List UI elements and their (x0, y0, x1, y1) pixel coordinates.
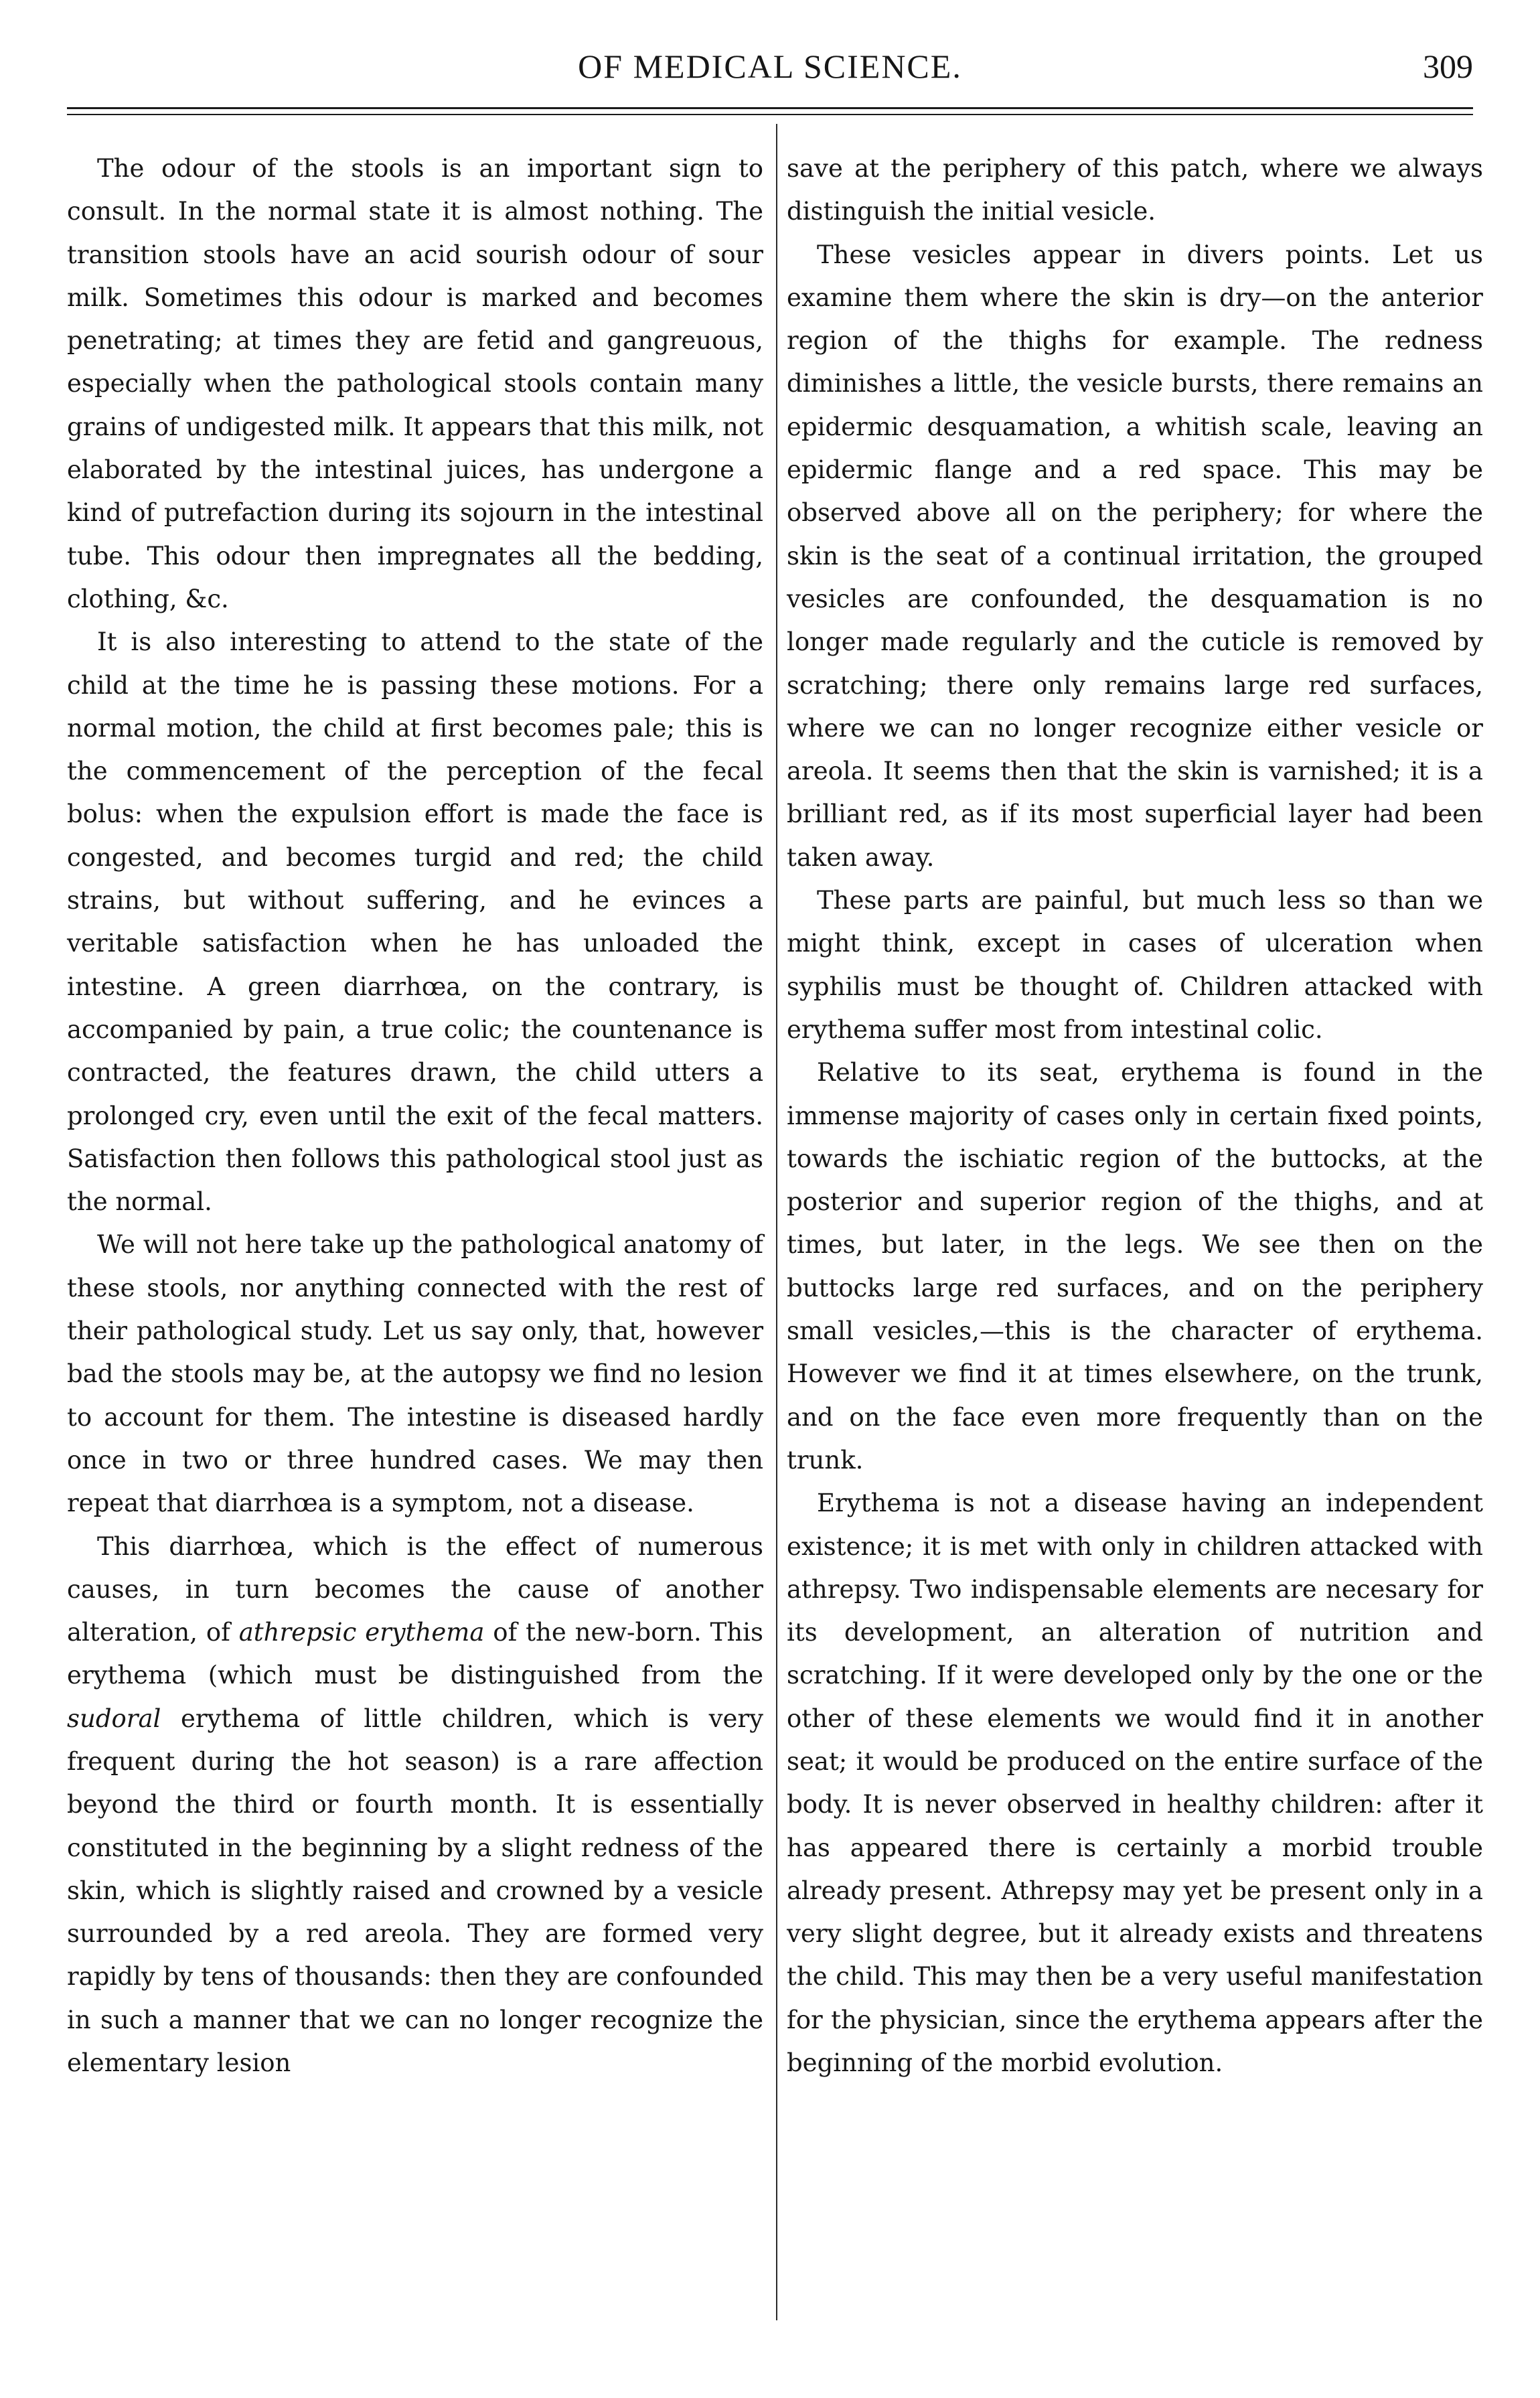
right-column (787, 147, 1483, 2085)
page-number: 309 (1423, 48, 1473, 85)
paragraph-text: These vesicles appear in divers points. Let us examine them where the skin is dry—on the anterior region of the thighs for example. The redness diminishes a little, the vesicle bursts, there remains an epidermic desquamation, a whitish scale, leaving an epidermic flange and a red space. This may be observed above all on the periphery; for where the skin is the seat of a continual irritation, the grouped vesicles are confounded, the desquamation is no longer made regularly and the cuticle is removed by scratching; there only remains large red surfaces, where we can no longer recognize either vesicle or areola. It seems then that the skin is varnished; it is a brilliant red, as if its most superficial layer had been taken away. (787, 240, 1483, 872)
header-rule-thick (67, 107, 1473, 109)
paragraph-text: The odour of the stools is an important sign to consult. In the normal state it is almost nothing. The transition stools have an acid sourish odour of sour milk. Sometimes this odour is marked and becomes penetrating; at times they are fetid and gangreuous, especially when the pathological stools contain many grains of undigested milk. It appears that this milk, not elaborated by the intestinal juices, has undergone a kind of putrefaction during its sojourn in the intestinal tube. This odour then impregnates all the bedding, clothing, &c. (67, 154, 763, 613)
paragraph-text: This diarrhœa, which is the effect of numerous causes, in turn becomes the cause of another alteration, of (67, 1531, 763, 1647)
italic-term: athrepsic erythema (238, 1618, 485, 1647)
paragraph-text: erythema of little children, which is very frequent during the hot season) is a rare affection beyond the third or fourth month. It is essentially constituted in the beginning by a slight redness of the skin, which is slightly raised and crowned by a vesicle surrounded by a red areola. They are formed very rapidly by tens of thousands: then they are confounded in such a manner that we can no longer recognize the elementary lesion (67, 1704, 763, 2078)
italic-term: sudoral (67, 1704, 161, 1733)
paragraph-text: We will not here take up the pathological anatomy of these stools, nor anything connected with the rest of their pathological study. Let us say only, that, however bad the stools may be, at the autopsy we find no lesion to account for them. The intestine is diseased hardly once in two or three hundred cases. We may then repeat that diarrhœa is a symptom, not a disease. (67, 1230, 763, 1518)
paragraph-text: Erythema is not a disease having an independent existence; it is met with only in children attacked with athrepsy. Two indispensable elements are necesary for its development, an alteration of nutrition and scratching. If it were developed only by the one or the other of these elements we would find it in another seat; it would be produced on the entire surface of the body. It is never observed in healthy children: after it has appeared there is certainly a morbid trouble already present. Athrepsy may yet be present only in a very slight degree, but it already exists and threatens the child. This may then be a very useful manifestation for the physician, since the erythema appears after the beginning of the morbid evolution. (787, 1489, 1483, 2078)
running-title: OF MEDICAL SCIENCE. (578, 48, 962, 85)
running-head (67, 47, 1473, 94)
paragraph-text: save at the periphery of this patch, where we always distinguish the initial vesicle. (787, 154, 1483, 226)
paragraph-motions (67, 621, 763, 1223)
paragraph-athrepsic-erythema (67, 1525, 763, 2085)
paragraph-vesicles (787, 234, 1483, 879)
paragraph-odour (67, 147, 763, 621)
paragraph-painful-parts (787, 879, 1483, 1051)
left-column (67, 147, 763, 2085)
column-divider (776, 124, 777, 2320)
paragraph-text: of the new-born. This erythema (which must be distinguished from the (67, 1618, 764, 1690)
paragraph-text: It is also interesting to attend to the state of the child at the time he is passing these motions. For a normal motion, the child at first becomes pale; this is the commencement of the perception of the fecal bolus: when the expulsion effort is made the face is congested, and becomes turgid and red; the child strains, but without suffering, and he evinces a veritable satisfaction when he has unloaded the intestine. A green diarrhœa, on the contrary, is accompanied by pain, a true colic; the countenance is contracted, the features drawn, the child utters a prolonged cry, even until the exit of the fecal matters. Satisfaction then follows this pathological stool just as the normal. (67, 627, 763, 1217)
paragraph-independent-existence (787, 1482, 1483, 2085)
paragraph-seat (787, 1051, 1483, 1482)
paragraph-text: These parts are painful, but much less so than we might think, except in cases of ulceration when syphilis must be thought of. Children attacked with erythema suffer most from intestinal colic. (787, 886, 1483, 1044)
paragraph-pathological-anatomy (67, 1223, 763, 1525)
header-rule-thin (67, 114, 1473, 115)
paragraph-continuation (787, 147, 1483, 234)
paragraph-text: Relative to its seat, erythema is found in the immense majority of cases only in certain fixed points, towards the ischiatic region of the buttocks, at the posterior and superior region of the thighs, and at times, but later, in the legs. We see then on the buttocks large red surfaces, and on the periphery small vesicles,—this is the character of erythema. However we find it at times elsewhere, on the trunk, and on the face even more frequently than on the trunk. (787, 1058, 1483, 1475)
